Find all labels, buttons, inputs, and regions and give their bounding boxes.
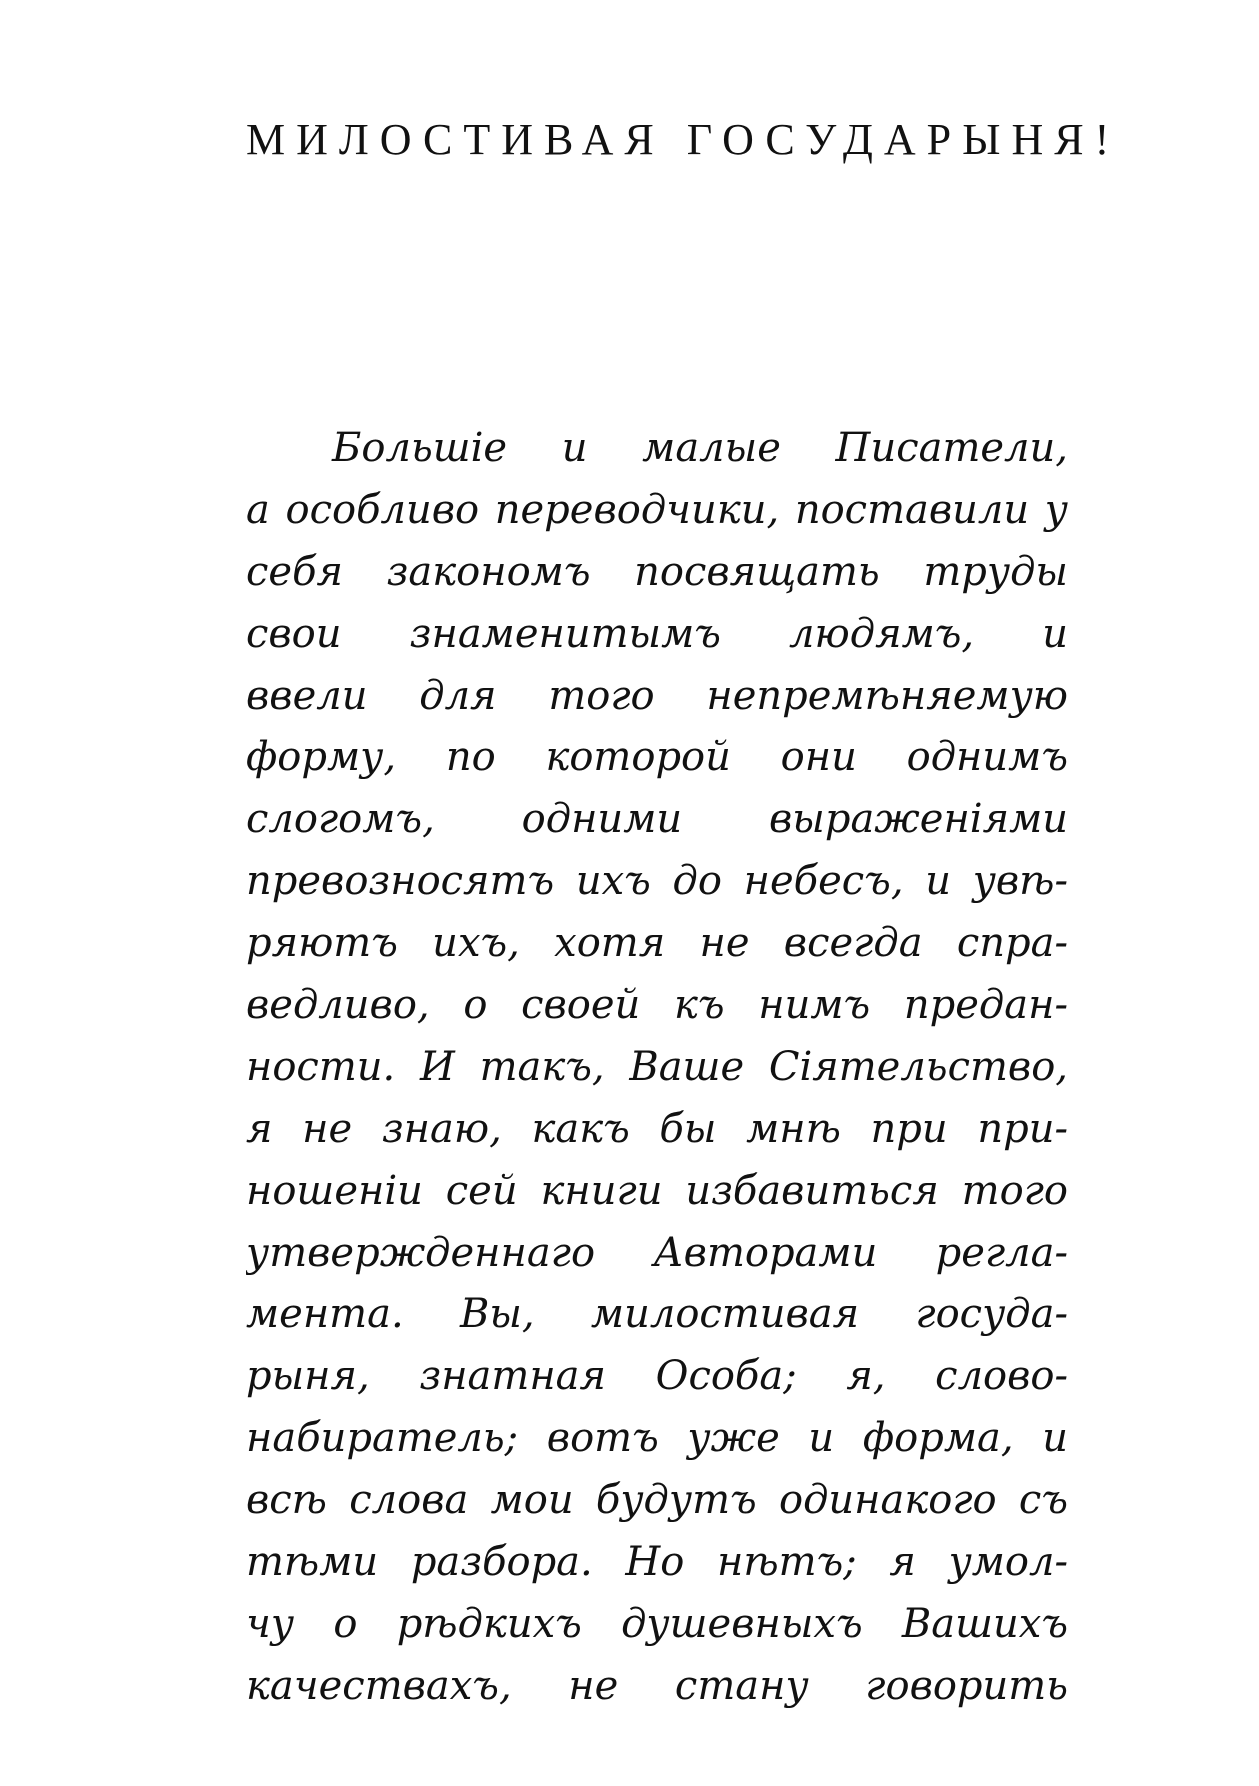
text-line: ношеніи сей книги избавиться того [246,1167,1068,1214]
body-text [246,418,1068,1718]
text-line: ввели для того непремѣняемую [246,672,1068,719]
text-line: ности. И такъ, Ваше Сіятельство, [246,1043,1068,1090]
text-line: Большіе и малые Писатели, [332,425,1068,471]
text-line: слогомъ, одними выраженіями [246,796,1068,843]
text-line: свои знаменитымъ людямъ, и [246,610,1068,657]
text-line: утвержденнаго Авторами регла- [246,1229,1068,1276]
text-line: ряютъ ихъ, хотя не всегда спра- [246,920,1068,967]
text-line: рыня, знатная Особа; я, слово- [246,1353,1068,1400]
text-line: ведливо, о своей къ нимъ предан- [246,982,1068,1029]
text-line: тѣми разбора. Но нѣтъ; я умол- [246,1539,1068,1586]
text-line: превозносятъ ихъ до небесъ, и увѣ- [246,858,1068,905]
text-line: чу о рѣдкихъ душевныхъ Вашихъ [246,1600,1068,1647]
text-line: качествахъ, не стану говорить [246,1662,1068,1709]
text-line: я не знаю, какъ бы мнѣ при при- [246,1105,1068,1152]
page-heading: МИЛОСТИВАЯ ГОСУДАРЫНЯ! [246,115,1121,164]
text-line: себя закономъ посвящать труды [246,548,1068,595]
text-line: набиратель; вотъ уже и форма, и [246,1415,1068,1462]
text-line: всѣ слова мои будутъ одинакого съ [246,1477,1068,1524]
text-line: мента. Вы, милостивая госуда- [246,1291,1068,1338]
text-line: а особливо переводчики, поставили у [246,486,1068,533]
text-line: форму, по которой они однимъ [246,734,1068,781]
